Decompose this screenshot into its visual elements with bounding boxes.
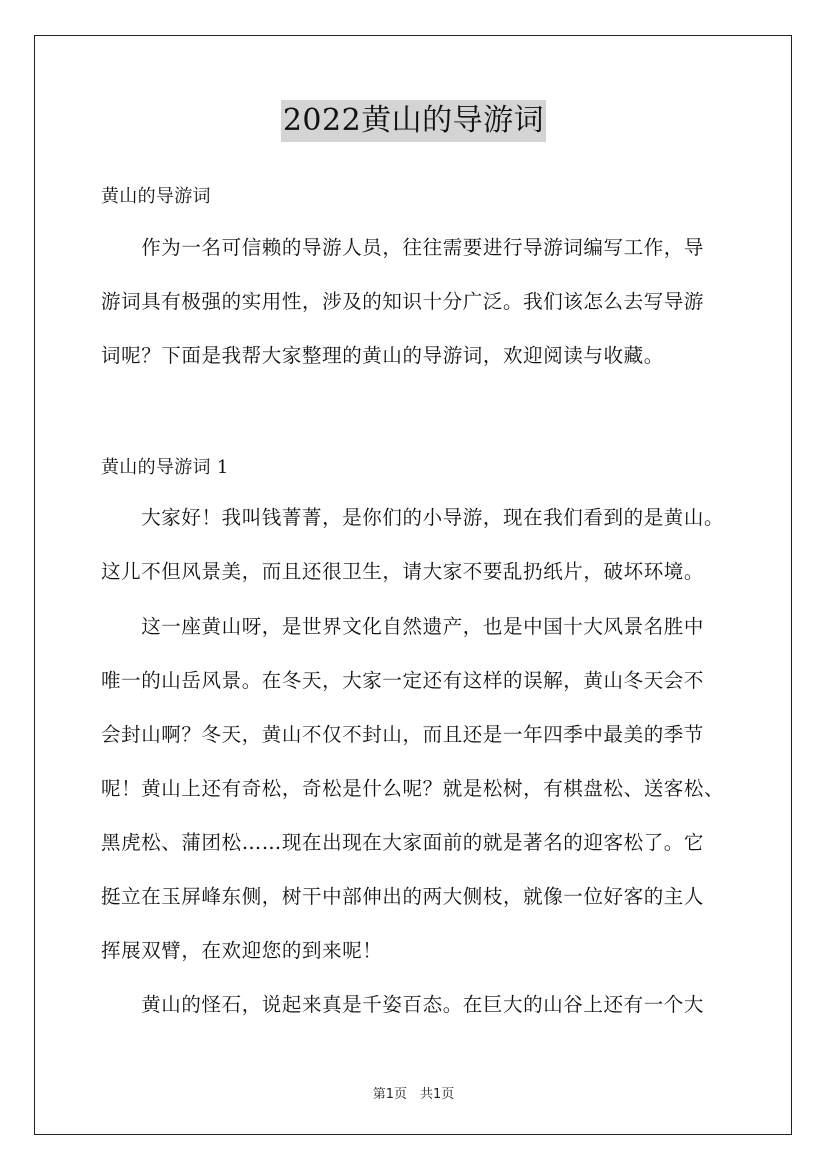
body-line: 黑虎松、蒲团松……现在出现在大家面前的就是著名的迎客松了。它 xyxy=(101,831,705,854)
intro-line: 游词具有极强的实用性，涉及的知识十分广泛。我们该怎么去写导游 xyxy=(101,290,705,313)
body-line: 大家好！我叫钱菁菁，是你们的小导游，现在我们看到的是黄山。 xyxy=(101,506,725,529)
body-line: 唯一的山岳风景。在冬天，大家一定还有这样的误解，黄山冬天会不 xyxy=(101,669,705,692)
body-line: 呢！黄山上还有奇松，奇松是什么呢？就是松树，有棋盘松、送客松、 xyxy=(101,777,725,800)
intro-line: 作为一名可信赖的导游人员，往往需要进行导游词编写工作，导 xyxy=(101,236,705,259)
body-line: 黄山的怪石，说起来真是千姿百态。在巨大的山谷上还有一个大 xyxy=(101,993,705,1016)
body-line: 这一座黄山呀，是世界文化自然遗产，也是中国十大风景名胜中 xyxy=(101,615,705,638)
document-title: 2022黄山的导游词 xyxy=(281,100,546,142)
title-container xyxy=(0,100,827,142)
body-line: 会封山啊？冬天，黄山不仅不封山，而且还是一年四季中最美的季节 xyxy=(101,723,705,746)
document-subtitle: 黄山的导游词 xyxy=(101,186,211,207)
body-line: 挺立在玉屏峰东侧，树干中部伸出的两大侧枝，就像一位好客的主人 xyxy=(101,885,705,908)
section-heading: 黄山的导游词 1 xyxy=(101,457,229,478)
intro-line: 词呢？下面是我帮大家整理的黄山的导游词，欢迎阅读与收藏。 xyxy=(101,344,664,367)
page-number-footer: 第1页 共1页 xyxy=(372,1087,455,1102)
body-line: 挥展双臂，在欢迎您的到来呢！ xyxy=(101,939,383,962)
body-line: 这儿不但风景美，而且还很卫生，请大家不要乱扔纸片，破坏环境。 xyxy=(101,560,705,583)
